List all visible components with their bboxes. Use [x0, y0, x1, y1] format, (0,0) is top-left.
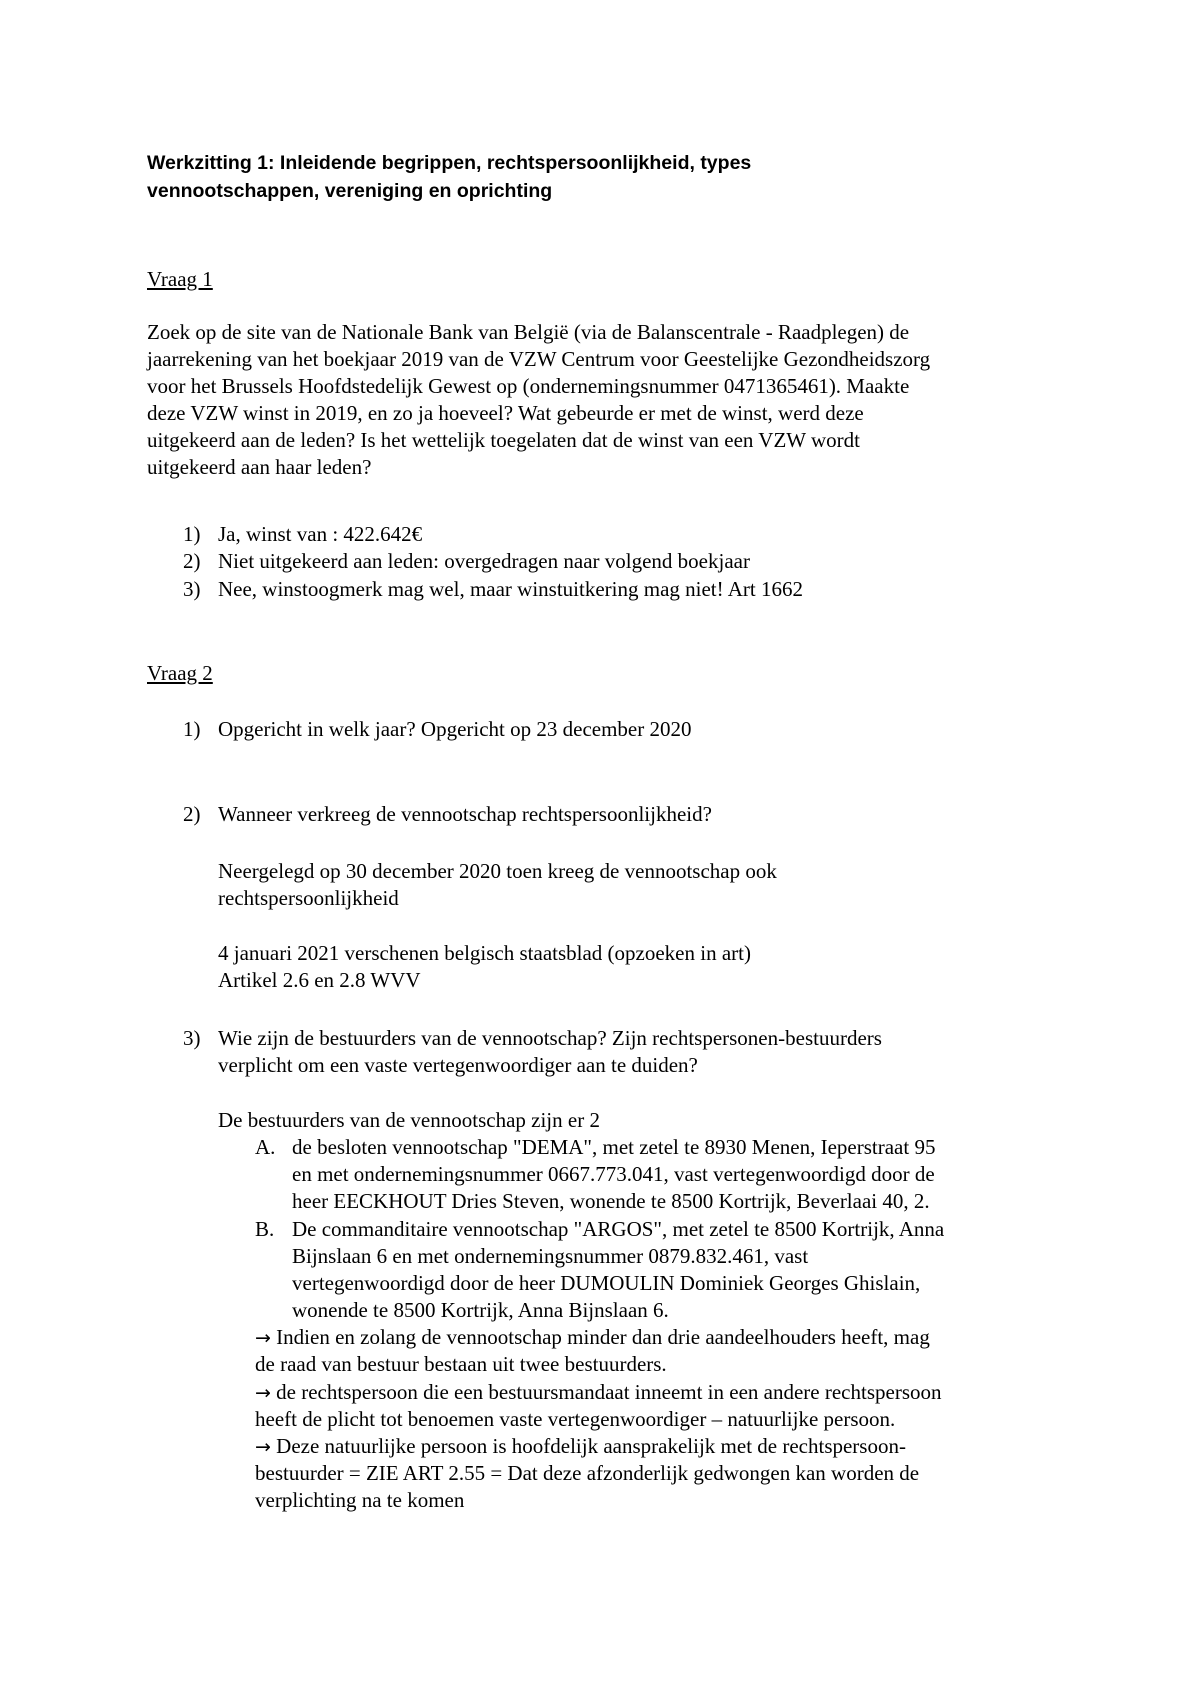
paragraph-line: 4 januari 2021 verschenen belgisch staatsblad (opzoeken in art): [218, 941, 751, 965]
item-number: 2): [183, 802, 201, 826]
question-1-heading: Vraag 1: [147, 267, 213, 291]
arrow-right-icon: →: [255, 1327, 271, 1349]
note-line: [255, 1379, 1095, 1408]
note-line: [255, 1324, 1095, 1353]
question-1-text-line: deze VZW winst in 2019, en zo ja hoeveel? Wat gebeurde er met de winst, werd deze: [147, 401, 864, 425]
answer-text: Niet uitgekeerd aan leden: overgedragen naar volgend boekjaar: [218, 549, 750, 573]
answer-text: Nee, winstoogmerk mag wel, maar winstuitkering mag niet! Art 1662: [218, 577, 803, 601]
question-2-heading: Vraag 2: [147, 661, 213, 685]
item-number: 3): [183, 1026, 201, 1050]
list-item-line: vertegenwoordigd door de heer DUMOULIN Dominiek Georges Ghislain,: [292, 1271, 921, 1295]
item-text: Opgericht in welk jaar? Opgericht op 23 december 2020: [218, 717, 692, 741]
question-1-text-line: voor het Brussels Hoofdstedelijk Gewest op (ondernemingsnummer 0471365461). Maakte: [147, 374, 910, 398]
item-text: verplicht om een vaste vertegenwoordiger aan te duiden?: [218, 1053, 698, 1077]
answer-text: Ja, winst van : 422.642€: [218, 522, 423, 546]
question-1-text-line: Zoek op de site van de Nationale Bank van België (via de Balanscentrale - Raadplegen) de: [147, 320, 910, 344]
answer-number: 2): [183, 549, 201, 573]
note-line: [255, 1433, 1095, 1462]
list-letter: A.: [255, 1135, 276, 1159]
answer-number: 1): [183, 522, 201, 546]
note-text: Deze natuurlijke persoon is hoofdelijk aansprakelijk met de rechtspersoon-: [276, 1434, 906, 1458]
question-1-text-line: uitgekeerd aan de leden? Is het wettelijk toegelaten dat de winst van een VZW wordt: [147, 428, 860, 452]
answer-number: 3): [183, 577, 201, 601]
note-text: Indien en zolang de vennootschap minder dan drie aandeelhouders heeft, mag: [276, 1325, 930, 1349]
paragraph-line: Neergelegd op 30 december 2020 toen kreeg de vennootschap ook: [218, 859, 777, 883]
list-item-line: heer EECKHOUT Dries Steven, wonende te 8500 Kortrijk, Beverlaai 40, 2.: [292, 1189, 930, 1213]
item-text: Wanneer verkreeg de vennootschap rechtspersoonlijkheid?: [218, 802, 712, 826]
list-item-line: Bijnslaan 6 en met ondernemingsnummer 0879.832.461, vast: [292, 1244, 809, 1268]
question-1-text-line: uitgekeerd aan haar leden?: [147, 455, 372, 479]
note-line: bestuurder = ZIE ART 2.55 = Dat deze afzonderlijk gedwongen kan worden de: [255, 1461, 920, 1485]
list-item-line: wonende te 8500 Kortrijk, Anna Bijnslaan 6.: [292, 1298, 669, 1322]
item-number: 1): [183, 717, 201, 741]
list-item-line: de besloten vennootschap "DEMA", met zetel te 8930 Menen, Ieperstraat 95: [292, 1135, 936, 1159]
list-letter: B.: [255, 1217, 275, 1241]
note-line: heeft de plicht tot benoemen vaste vertegenwoordiger – natuurlijke persoon.: [255, 1407, 896, 1431]
paragraph-line: De bestuurders van de vennootschap zijn er 2: [218, 1108, 600, 1132]
document-title-line-2: vennootschappen, vereniging en oprichting: [147, 180, 553, 202]
question-1-text-line: jaarrekening van het boekjaar 2019 van de VZW Centrum voor Geestelijke Gezondheidszorg: [147, 347, 931, 371]
item-text: Wie zijn de bestuurders van de vennootschap? Zijn rechtspersonen-bestuurders: [218, 1026, 882, 1050]
list-item-line: De commanditaire vennootschap "ARGOS", met zetel te 8500 Kortrijk, Anna: [292, 1217, 945, 1241]
list-item-line: en met ondernemingsnummer 0667.773.041, vast vertegenwoordigd door de: [292, 1162, 935, 1186]
paragraph-line: rechtspersoonlijkheid: [218, 886, 399, 910]
note-text: de rechtspersoon die een bestuursmandaat inneemt in een andere rechtspersoon: [276, 1380, 942, 1404]
arrow-right-icon: →: [255, 1382, 271, 1404]
document-title-line-1: Werkzitting 1: Inleidende begrippen, rechtspersoonlijkheid, types: [147, 152, 752, 174]
note-line: de raad van bestuur bestaan uit twee bestuurders.: [255, 1352, 667, 1376]
paragraph-line: Artikel 2.6 en 2.8 WVV: [218, 968, 421, 992]
arrow-right-icon: →: [255, 1436, 271, 1458]
note-line: verplichting na te komen: [255, 1488, 465, 1512]
